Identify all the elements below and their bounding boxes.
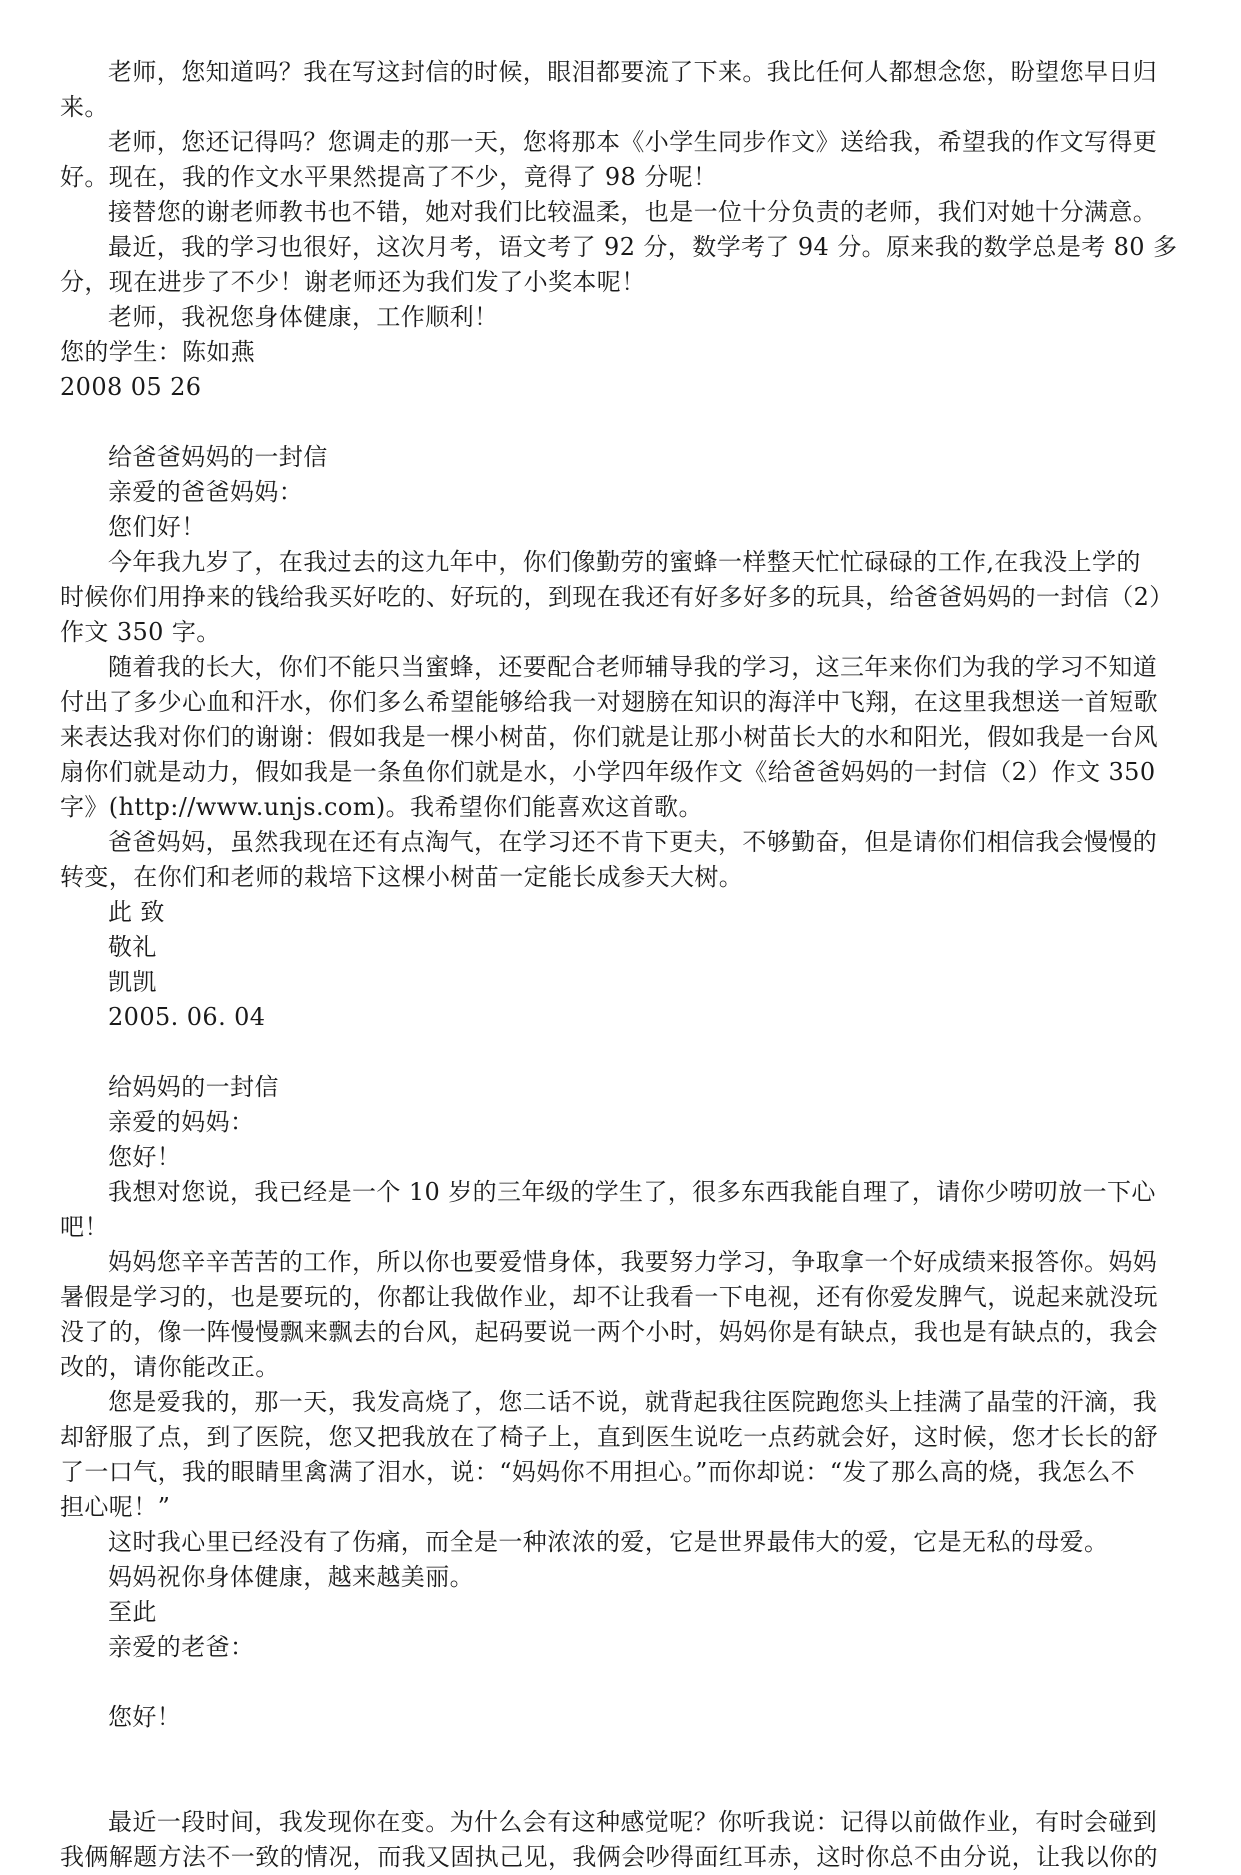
- text-line: 来表达我对你们的谢谢：假如我是一棵小树苗，你们就是让那小树苗长大的水和阳光，假如我是一台风: [60, 723, 1158, 751]
- date: 2005. 06. 04: [108, 1003, 266, 1031]
- closing: 此 致: [108, 898, 165, 926]
- signature: 您的学生：陈如燕: [60, 338, 256, 366]
- text-line: 好。现在，我的作文水平果然提高了不少，竟得了 98 分呢！: [60, 163, 718, 191]
- text-line: 最近一段时间，我发现你在变。为什么会有这种感觉呢？你听我说：记得以前做作业，有时会碰到: [108, 1808, 1158, 1836]
- text-line: 了一口气，我的眼睛里禽满了泪水，说：“妈妈你不用担心。”而你却说：“发了那么高的烧，我怎么不: [60, 1458, 1136, 1486]
- text-line: 字》(http://www.unjs.com)。我希望你们能喜欢这首歌。: [60, 793, 703, 821]
- closing: 敬礼: [108, 933, 157, 961]
- text-line: 您是爱我的，那一天，我发高烧了，您二话不说，就背起我往医院跑您头上挂满了晶莹的汗滴，我: [108, 1388, 1158, 1416]
- salutation: 亲爱的爸爸妈妈：: [108, 478, 304, 506]
- closing: 至此: [108, 1598, 157, 1626]
- text-line: 这时我心里已经没有了伤痛，而全是一种浓浓的爱，它是世界最伟大的爱，它是无私的母爱。: [108, 1528, 1109, 1556]
- salutation: 亲爱的老爸：: [108, 1633, 255, 1661]
- text-line: 改的，请你能改正。: [60, 1353, 280, 1381]
- text-line: 担心呢！”: [60, 1493, 171, 1521]
- spacer: [60, 1735, 1181, 1805]
- text-line: 分，现在进步了不少！谢老师还为我们发了小奖本呢！: [60, 268, 646, 296]
- greeting: 您好！: [108, 1703, 182, 1731]
- text-line: 扇你们就是动力，假如我是一条鱼你们就是水，小学四年级作文《给爸爸妈妈的一封信（2）作文 350: [60, 758, 1156, 786]
- letter-title: 给妈妈的一封信: [108, 1073, 279, 1101]
- text-line: 作文 350 字。: [60, 618, 221, 646]
- spacer: [60, 1665, 1181, 1700]
- text-line: 爸爸妈妈，虽然我现在还有点淘气，在学习还不肯下更夫，不够勤奋，但是请你们相信我会慢慢的: [108, 828, 1158, 856]
- text-line: 老师，您知道吗？我在写这封信的时候，眼泪都要流了下来。我比任何人都想念您，盼望您早日归: [108, 58, 1158, 86]
- salutation: 亲爱的妈妈：: [108, 1108, 255, 1136]
- text-line: 妈妈您辛辛苦苦的工作，所以你也要爱惜身体，我要努力学习，争取拿一个好成绩来报答你。妈妈: [108, 1248, 1158, 1276]
- text-line: 没了的，像一阵慢慢飘来飘去的台风，起码要说一两个小时，妈妈你是有缺点，我也是有缺点的，我会: [60, 1318, 1158, 1346]
- greeting: 您们好！: [108, 513, 206, 541]
- text-line: 老师，我祝您身体健康，工作顺利！: [108, 303, 499, 331]
- text-line: 付出了多少心血和汗水，你们多么希望能够给我一对翅膀在知识的海洋中飞翔，在这里我想送一首短歌: [60, 688, 1158, 716]
- date: 2008 05 26: [60, 373, 202, 401]
- text-line: 转变，在你们和老师的栽培下这棵小树苗一定能长成参天大树。: [60, 863, 744, 891]
- spacer: [60, 1035, 1181, 1070]
- text-line: 老师，您还记得吗？您调走的那一天，您将那本《小学生同步作文》送给我，希望我的作文写得更: [108, 128, 1158, 156]
- greeting: 您好！: [108, 1143, 182, 1171]
- text-line: 来。: [60, 93, 109, 121]
- text-line: 却舒服了点，到了医院，您又把我放在了椅子上，直到医生说吃一点药就会好，这时候，您才长长的舒: [60, 1423, 1158, 1451]
- text-line: 随着我的长大，你们不能只当蜜蜂，还要配合老师辅导我的学习，这三年来你们为我的学习不知道: [108, 653, 1158, 681]
- text-line: 接替您的谢老师教书也不错，她对我们比较温柔，也是一位十分负责的老师，我们对她十分满意。: [108, 198, 1158, 226]
- text-line: 今年我九岁了，在我过去的这九年中，你们像勤劳的蜜蜂一样整天忙忙碌碌的工作,在我没上学的: [108, 548, 1141, 576]
- text-line: 吧！: [60, 1213, 109, 1241]
- letter-title: 给爸爸妈妈的一封信: [108, 443, 328, 471]
- text-line: 最近，我的学习也很好，这次月考，语文考了 92 分，数学考了 94 分。原来我的数学总是考 80 多: [108, 233, 1178, 261]
- signature: 凯凯: [108, 968, 157, 996]
- text-line: 暑假是学习的，也是要玩的，你都让我做作业，却不让我看一下电视，还有你爱发脾气，说起来就没玩: [60, 1283, 1158, 1311]
- text-line: 我想对您说，我已经是一个 10 岁的三年级的学生了，很多东西我能自理了，请你少唠叨放一下心: [108, 1178, 1156, 1206]
- spacer: [60, 405, 1181, 440]
- text-line: 妈妈祝你身体健康，越来越美丽。: [108, 1563, 474, 1591]
- text-line: 时候你们用挣来的钱给我买好吃的、好玩的，到现在我还有好多好多的玩具，给爸爸妈妈的一封信（2）: [60, 583, 1174, 611]
- text-line: 我俩解题方法不一致的情况，而我又固执己见，我俩会吵得面红耳赤，这时你总不由分说，让我以你的: [60, 1843, 1158, 1871]
